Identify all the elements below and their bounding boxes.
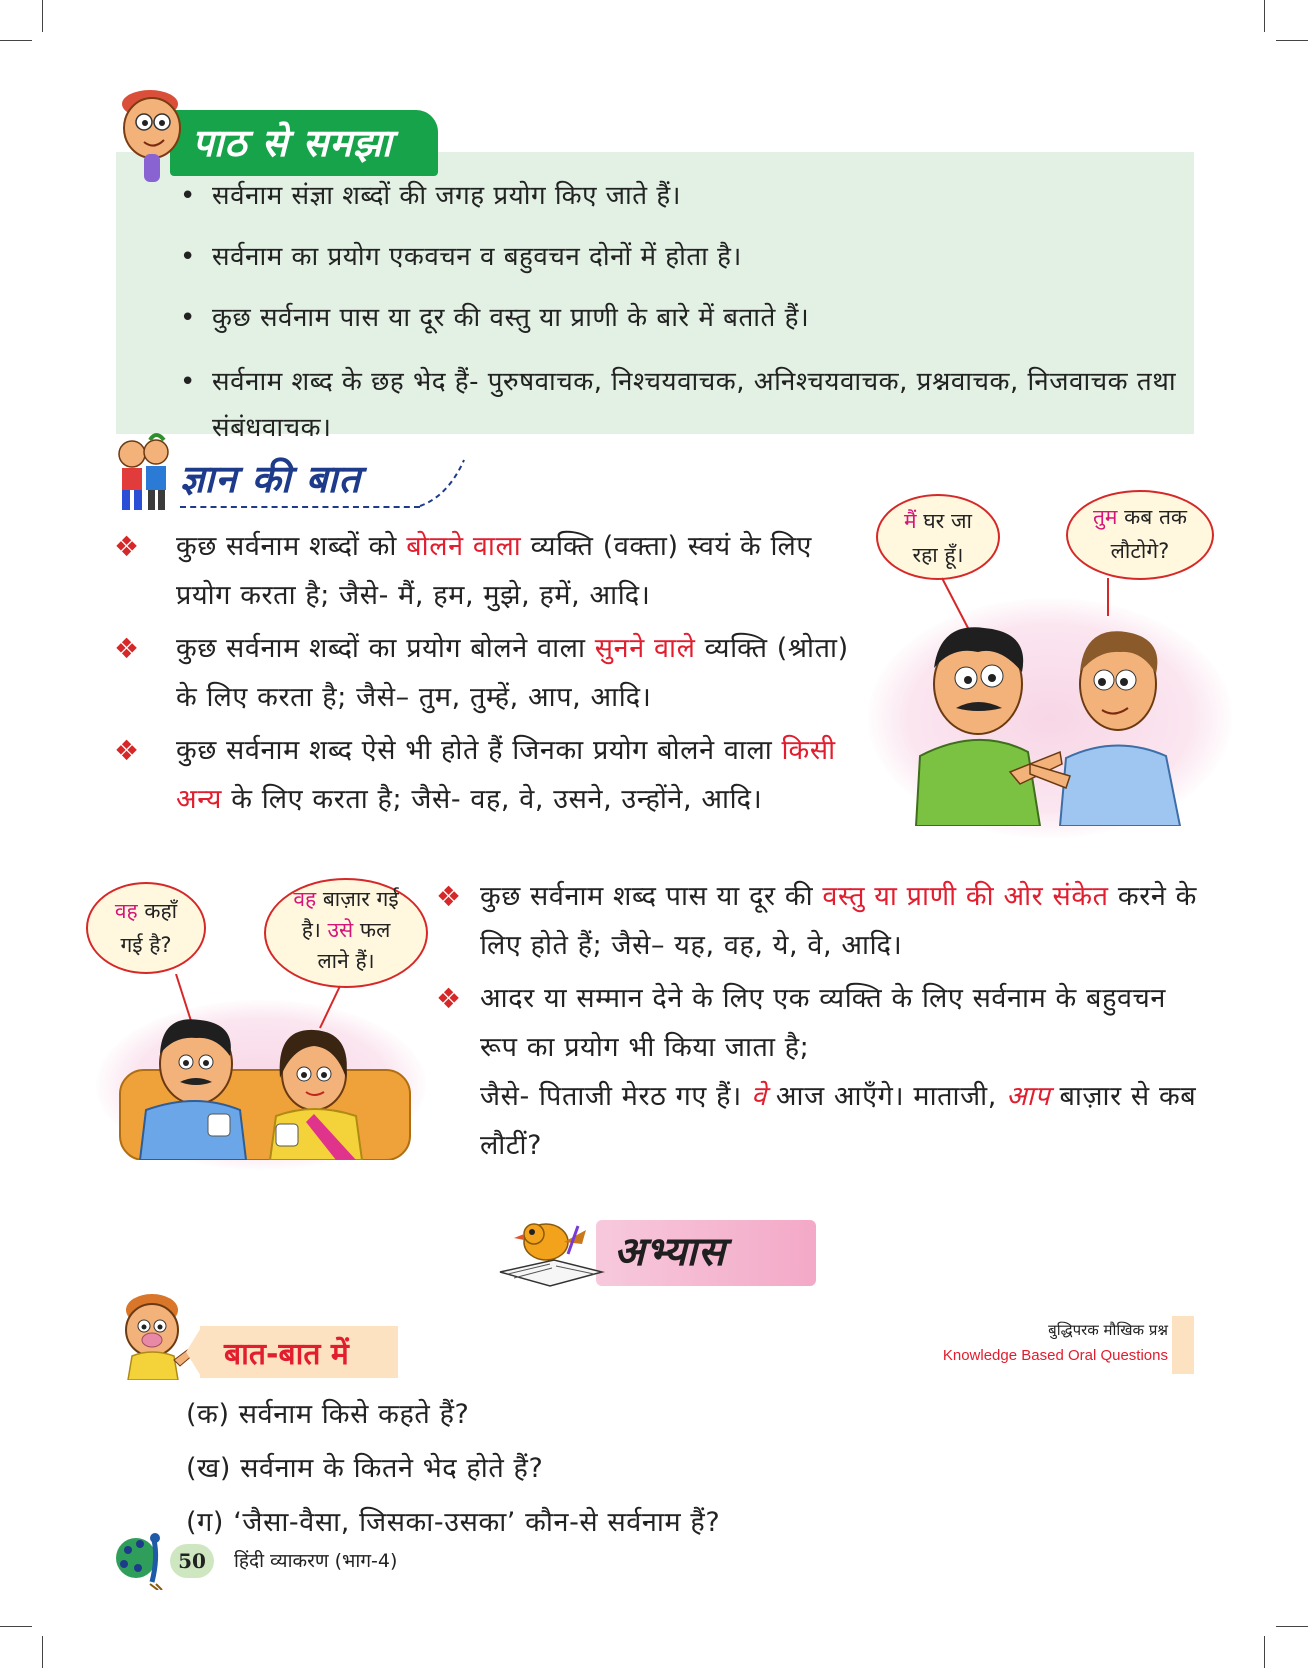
dashed-underline [180,506,420,508]
dashed-underline-tail [418,456,468,508]
knowledge-paragraph-4 [480,872,1200,970]
pronoun-highlight: वह [293,887,317,911]
bubble-text: रहा हूँ। [912,543,964,567]
diamond-bullet-icon: ❖ [114,734,140,767]
oral-questions-label [943,1318,1168,1368]
text: कुछ सर्वनाम शब्दों का प्रयोग बोलने वाला [176,633,595,664]
text: जैसे- पिताजी मेरठ गए हैं। [480,1081,752,1112]
english-label: Knowledge Based Oral Questions [942,1347,1168,1364]
summary-item: • सर्वनाम शब्द के छह भेद हैं- पुरुषवाचक, निश्चयवाचक, अनिश्चयवाचक, प्रश्नवाचक, निजवाचक तथा संबंधवाचक। [176,359,1186,451]
crop-mark [0,40,32,41]
oral-questions-title: बात-बात में [224,1337,349,1372]
summary-item: • सर्वनाम का प्रयोग एकवचन व बहुवचन दोनों में होता है। [176,237,1186,278]
peacock-icon [114,1528,174,1590]
hindi-label: बुद्धिपरक मौखिक प्रश्न [1048,1321,1168,1339]
diamond-bullet-icon: ❖ [114,632,140,665]
diamond-bullet-icon: ❖ [436,982,462,1015]
boy-waving-illustration [112,1290,196,1380]
highlight-text: वस्तु या प्राणी की ओर संकेत [822,881,1109,912]
question: (ग) ‘जैसा-वैसा, जिसका-उसका’ कौन-से सर्वनाम हैं? [186,1507,721,1538]
text: व्यक्ति (वक्ता) स्वयं के लिए प्रयोग करता है; जैसे- मैं, हम, मुझे, हमें, आदि। [176,531,812,611]
crop-mark [1276,40,1308,41]
text: कुछ सर्वनाम शब्द ऐसे भी होते हैं जिनका प्रयोग बोलने वाला [176,735,782,766]
bubble-text: कब तक [1117,505,1188,529]
speech-bubble [86,882,206,974]
knowledge-title: ज्ञान की बात [180,457,361,501]
summary-list [176,176,1186,471]
pronoun-highlight: वह [114,899,138,923]
text: के लिए करता है; जैसे- वह, वे, उसने, उन्होंने, आदि। [222,784,763,815]
text: करने के लिए होते हैं; जैसे– यह, वह, ये, वे, आदि। [480,881,1197,961]
exercise-title: अभ्यास [614,1229,726,1275]
knowledge-paragraph-1 [176,522,860,620]
page-number: 50 [170,1544,214,1578]
question: (क) सर्वनाम किसे कहते हैं? [186,1399,470,1430]
text: बाज़ार से कब लौटीं? [480,1081,1197,1161]
diamond-bullet-icon: ❖ [114,530,140,563]
speech-bubble [1066,490,1214,580]
bubble-text: बाज़ार गई [316,887,399,911]
crop-mark [1264,1636,1265,1668]
couple-with-tea-illustration [100,974,430,1160]
pronoun-highlight: उसे [327,918,354,942]
book-title: हिंदी व्याकरण (भाग-4) [234,1550,398,1572]
speech-bubble [876,494,1000,580]
bird-reading-icon [494,1212,606,1290]
crop-mark [42,0,43,32]
highlight-text: किसी अन्य [176,735,836,815]
boy-mascot-illustration [110,84,194,184]
text: आज आएँगे। माताजी, [766,1081,1007,1112]
crop-mark [1276,1626,1308,1627]
knowledge-paragraph-2 [176,624,860,722]
summary-item: • सर्वनाम संज्ञा शब्दों की जगह प्रयोग किए जाते हैं। [176,176,1186,217]
label-accent-bar [1172,1316,1194,1374]
highlight-text: वे [751,1081,767,1112]
two-men-illustration [880,576,1220,826]
summary-item: • कुछ सर्वनाम पास या दूर की वस्तु या प्राणी के बारे में बताते हैं। [176,298,1186,339]
pronoun-highlight: मैं [904,509,917,533]
bubble-text: लाने हैं। [317,949,375,973]
children-illustration [110,432,178,512]
knowledge-paragraph-5 [480,974,1200,1170]
bubble-text: है। [301,918,328,942]
question: (ख) सर्वनाम के कितने भेद होते हैं? [186,1453,544,1484]
highlight-text: बोलने वाला [406,531,522,562]
crop-mark [42,1636,43,1668]
diamond-bullet-icon: ❖ [436,880,462,913]
bubble-text: फल [353,918,391,942]
knowledge-paragraph-3 [176,726,860,824]
bubble-text: गई है? [120,933,172,957]
crop-mark [1264,0,1265,32]
speech-bubble [264,878,428,988]
bubble-text: घर जा [916,509,972,533]
pronoun-highlight: तुम [1092,505,1118,529]
bubble-text: कहाँ [137,899,178,923]
highlight-text: आप [1006,1081,1051,1112]
text: आदर या सम्मान देने के लिए एक व्यक्ति के लिए सर्वनाम के बहुवचन रूप का प्रयोग भी किया जाता है; [480,983,1166,1063]
highlight-text: सुनने वाले [594,633,696,664]
crop-mark [0,1626,32,1627]
bubble-text: लौटोगे? [1110,539,1170,563]
text: कुछ सर्वनाम शब्द पास या दूर की [480,881,823,912]
text: कुछ सर्वनाम शब्दों को [176,531,407,562]
text: व्यक्ति (श्रोता) के लिए करता है; जैसे– तुम, तुम्हें, आप, आदि। [176,633,849,713]
summary-tab-title: पाठ से समझा [170,110,438,176]
